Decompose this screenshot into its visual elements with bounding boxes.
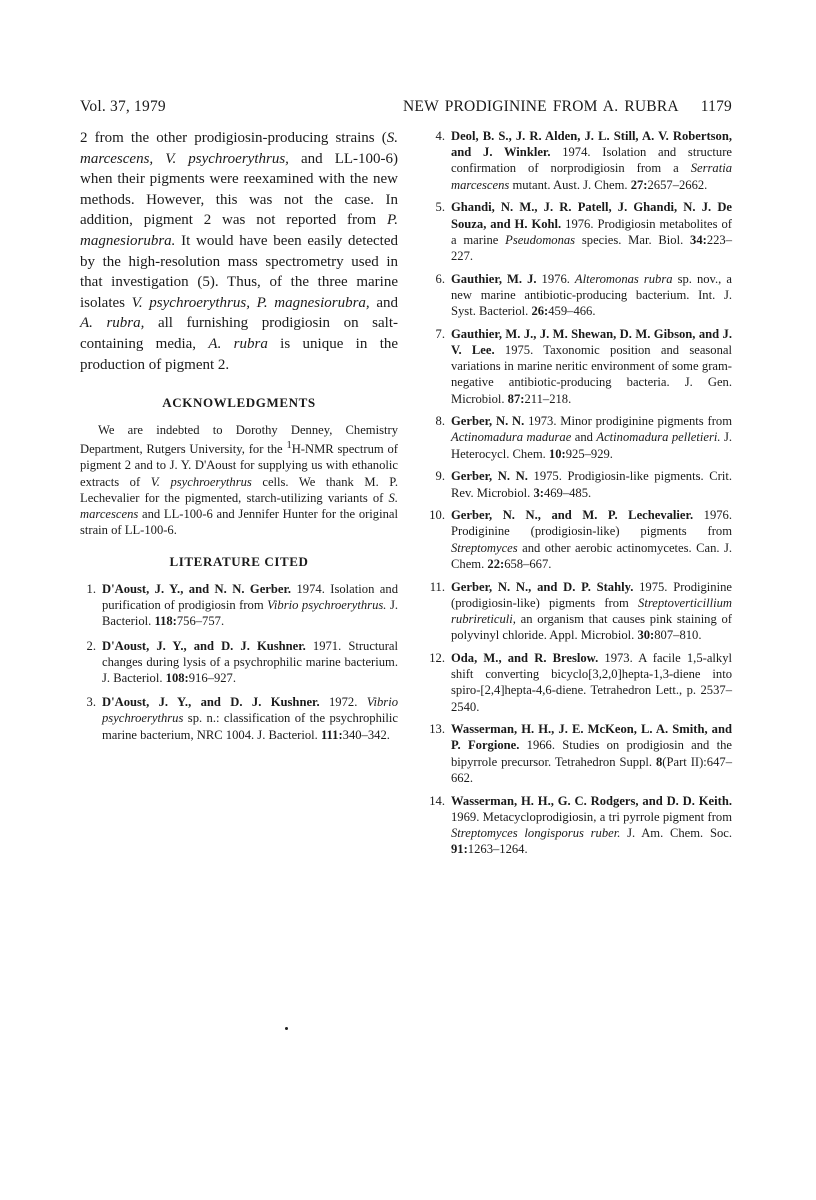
reference-number: 9. [435, 469, 445, 484]
reference-item [429, 507, 732, 572]
text-run: and LL-100-6) when their pigments were reexamined with the new methods. However, this was not the case. In addition, pigment 2 was not reported from [80, 150, 399, 229]
text-run: 340–342. [342, 727, 390, 742]
text-run: 469–485. [543, 485, 592, 500]
text-run: 459–466. [548, 304, 596, 319]
text-run: sp. nov., a new marine antibiotic-producing bacterium. Int. J. Syst. Bacteriol. [451, 271, 732, 319]
text-run: and other aerobic actinomycetes. Can. J. Chem. [451, 540, 732, 571]
text-run: 1976. Prodiginine (prodigiosin-like) pigments from [451, 508, 733, 539]
text-run: and [369, 294, 398, 311]
text-run: cells. We thank M. P. Lechevalier for the pigmented, starch-utilizing variants of [80, 474, 398, 505]
reference-list-right [429, 128, 732, 857]
text-run: 1972. [319, 695, 367, 710]
reference-item [429, 271, 732, 320]
stray-print-dot [285, 1027, 288, 1030]
page-number: 1179 [700, 98, 732, 115]
left-column [80, 128, 398, 751]
text-run: Streptoverticillium rubrireticuli, [451, 595, 732, 626]
reference-item [429, 468, 732, 500]
running-header-right [400, 95, 732, 119]
text-run: species. Mar. Biol. [575, 232, 691, 247]
text-run: 211–218. [524, 391, 572, 406]
text-run: 223–227. [451, 232, 732, 263]
reference-authors: Oda, M., and R. Breslow. [451, 650, 599, 665]
text-run: 658–667. [504, 556, 552, 571]
text-run: 34: [690, 232, 707, 247]
text-run: 2657–2662. [647, 177, 708, 192]
running-title: NEW PRODIGININE FROM A. RUBRA [403, 98, 679, 115]
reference-item [429, 579, 732, 644]
text-run: S. marcescens [80, 490, 398, 521]
text-run: S. marcescens, V. psychroerythrus, [80, 130, 398, 167]
text-run: 30: [637, 628, 655, 643]
reference-number: 3. [86, 695, 96, 710]
reference-authors: Gauthier, M. J. [451, 271, 537, 286]
text-run: V. psychroerythrus, P. magnesiorubra, [131, 294, 370, 311]
text-run: 1974. Isolation and structure confirmation of norprodigiosin from a [451, 145, 732, 176]
reference-authors: Deol, B. S., J. R. Alden, J. L. Still, A. V. Robertson, and J. Winkler. [451, 129, 732, 160]
text-run: 1976. Prodigiosin metabolites of a marine [451, 216, 732, 247]
text-run: J. Am. Chem. Soc. [620, 825, 732, 840]
reference-number: 10. [429, 508, 445, 523]
text-run: Serratia marcescens [451, 161, 732, 192]
text-run: Vibrio psychroerythrus. [267, 598, 387, 613]
reference-authors: Wasserman, H. H., G. C. Rodgers, and D. D. Keith. [451, 793, 732, 808]
text-run: Pseudomonas [505, 232, 576, 247]
text-run: P. magnesiorubra. [80, 212, 398, 249]
reference-authors: Ghandi, N. M., J. R. Patell, J. Ghandi, N. J. De Souza, and H. Kohl. [451, 200, 732, 231]
reference-authors: Gerber, N. N. [451, 414, 525, 429]
text-run: Vibrio psychroerythrus [102, 695, 398, 726]
text-run: 91: [451, 842, 468, 857]
reference-authors: D'Aoust, J. Y., and D. J. Kushner. [102, 695, 320, 710]
text-run: 10: [548, 446, 566, 461]
text-run: 925–929. [565, 446, 613, 461]
text-run: 1975. Prodiginine (prodigiosin-like) pigments from [451, 579, 732, 610]
reference-item [429, 199, 732, 264]
text-run: 108: [165, 670, 189, 685]
text-run: V. psychroerythrus [150, 474, 252, 489]
acknowledgments-heading: ACKNOWLEDGMENTS [162, 395, 316, 411]
text-run: 87: [507, 391, 525, 406]
reference-number: 2. [86, 638, 96, 653]
reference-number: 8. [435, 414, 445, 429]
running-header-volume: Vol. 37, 1979 [80, 98, 166, 115]
text-run: 1966. Studies on prodigiosin and the bipyrrole precursor. Tetrahedron Suppl. [451, 738, 732, 769]
reference-item [429, 128, 732, 193]
text-run: 1263–1264. [467, 842, 528, 857]
text-run: 916–927. [188, 670, 236, 685]
text-run: 1975. Taxonomic position and seasonal variations in marine neritic environment of some gram-negative antibiotic-producing bacteria. J. Gen. Microbiol. [451, 342, 732, 406]
text-run: Actinomadura madurae [451, 430, 572, 445]
text-run: J. Bacteriol. [102, 598, 398, 629]
reference-authors: Wasserman, H. H., J. E. McKeon, L. A. Smith, and P. Forgione. [451, 722, 732, 753]
text-run: Streptomyces longisporus ruber. [451, 825, 621, 840]
text-run: (Part II):647–662. [451, 754, 732, 785]
text-run: sp. n.: classification of the psychrophilic marine bacterium, NRC 1004. J. Bacteriol. [102, 711, 398, 742]
text-run: 1975. Prodigiosin-like pigments. Crit. Rev. Microbiol. [451, 469, 732, 500]
reference-item [80, 638, 398, 687]
intro-paragraph [80, 128, 398, 375]
text-run: 22: [487, 556, 505, 571]
text-run: J. Heterocycl. Chem. [451, 430, 732, 461]
text-run: 807–810. [654, 628, 702, 643]
text-run: Alteromonas rubra [574, 271, 673, 286]
text-run: H-NMR spectrum of pigment 2 and to J. Y. D'Aoust for supplying us with ethanolic extracts of [80, 442, 398, 489]
text-run: 111: [320, 727, 343, 742]
reference-number: 7. [435, 326, 445, 341]
text-run: It would have been easily detected by the high-resolution mass spectrometry used in that investigation (5). Thus, of the three marine isolates [80, 232, 398, 311]
reference-list-left [80, 581, 398, 743]
text-run: and LL-100-6 and Jennifer Hunter for the original strain of LL-100-6. [80, 506, 398, 538]
text-run: 1973. Minor prodiginine pigments from [524, 414, 733, 429]
text-run: 1971. Structural changes during lysis of a psychrophilic marine bacterium. J. Bacteriol. [102, 638, 398, 685]
text-run: Streptomyces [451, 540, 518, 555]
text-run: 2 from the other prodigiosin-producing strains ( [80, 130, 387, 146]
text-run: 8 [655, 754, 663, 769]
text-run: 1969. Metacycloprodigiosin, a tri pyrrole pigment from [451, 809, 732, 824]
text-run: 118: [154, 614, 177, 629]
reference-item [429, 413, 732, 462]
text-run: all furnishing prodigiosin on salt-containing media, [80, 315, 398, 352]
text-run: 1974. Isolation and purification of prodigiosin from [102, 581, 398, 613]
reference-number: 6. [435, 271, 445, 286]
reference-number: 4. [435, 129, 445, 143]
text-run: A. rubra [208, 335, 268, 352]
reference-item [80, 694, 398, 743]
text-run: 3: [533, 485, 544, 500]
text-run: We are indebted to Dorothy Denney, Chemistry Department, Rutgers University, for the [80, 422, 398, 457]
reference-authors: D'Aoust, J. Y., and N. N. Gerber. [102, 581, 292, 596]
reference-item [429, 793, 732, 858]
acknowledgments-text [80, 422, 398, 539]
reference-number: 5. [435, 200, 445, 215]
text-run: Actinomadura pelletieri. [596, 430, 721, 445]
reference-item [429, 721, 732, 786]
reference-number: 13. [429, 722, 445, 737]
text-run: 27: [630, 177, 648, 192]
text-run: an organism that causes pink staining of polyvinyl chloride. Appl. Microbiol. [451, 611, 732, 643]
right-column [429, 128, 732, 864]
text-run: 1973. A facile 1,5-alkyl shift converting bicyclo[3,2,0]hepta-1,3-diene into spiro-[2,4]hepta-4,6-diene. Tetrahedron Lett., p. 2537–2540. [451, 650, 733, 714]
reference-item [429, 650, 732, 715]
reference-item [429, 326, 732, 407]
text-run: 1976. [536, 271, 575, 286]
literature-cited-heading: LITERATURE CITED [169, 554, 309, 570]
text-run: mutant. Aust. J. Chem. [509, 177, 631, 192]
reference-authors: Gerber, N. N., and D. P. Stahly. [451, 579, 634, 594]
reference-number: 1. [86, 581, 96, 596]
text-run: is unique in the production of pigment 2. [80, 335, 399, 373]
text-run: A. rubra, [80, 315, 145, 332]
text-run: 756–757. [176, 614, 225, 629]
reference-authors: Gerber, N. N., and M. P. Lechevalier. [451, 508, 694, 523]
reference-number: 12. [429, 650, 445, 665]
text-run: and [571, 430, 597, 445]
reference-authors: Gerber, N. N. [451, 469, 528, 484]
reference-number: 14. [429, 793, 445, 808]
reference-authors: D'Aoust, J. Y., and D. J. Kushner. [102, 638, 306, 653]
text-run: 26: [531, 304, 549, 319]
text-run: 1 [286, 439, 292, 451]
reference-item [80, 581, 398, 630]
reference-authors: Gauthier, M. J., J. M. Shewan, D. M. Gibson, and J. V. Lee. [451, 326, 732, 357]
reference-number: 11. [429, 579, 445, 594]
